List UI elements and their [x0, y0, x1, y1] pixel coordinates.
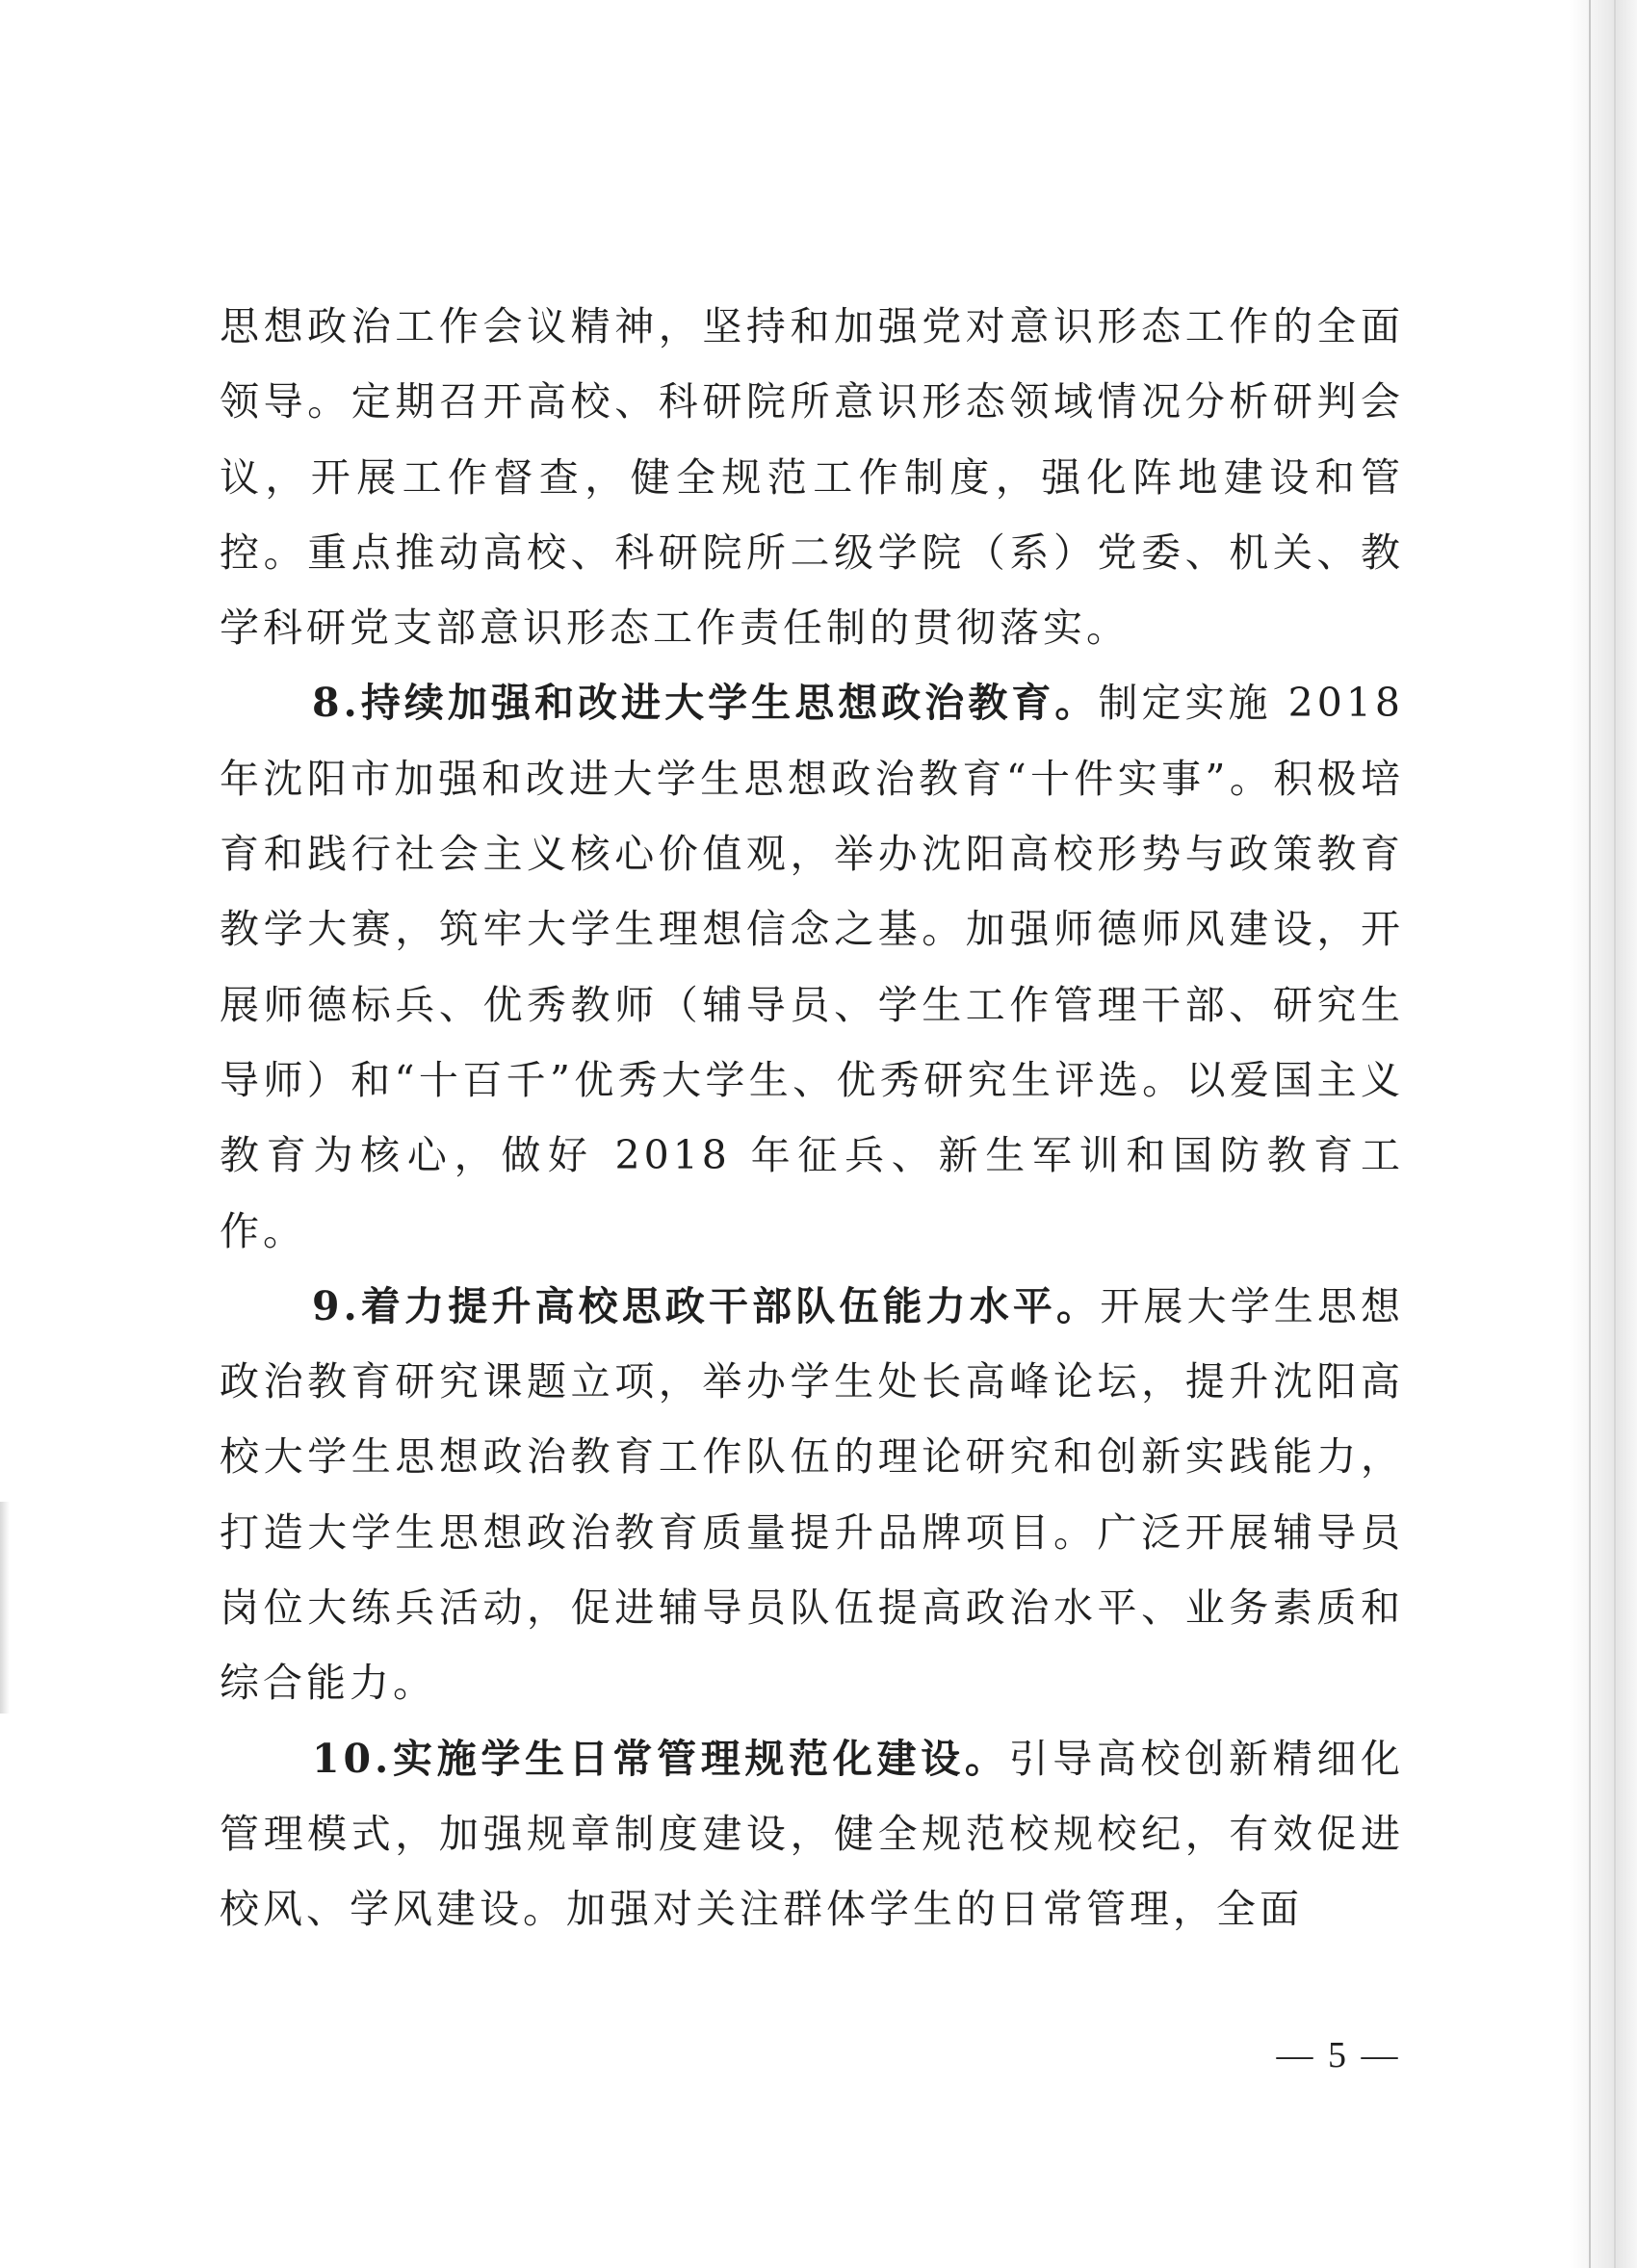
paragraph-heading: 8.持续加强和改进大学生思想政治教育。	[312, 680, 1099, 727]
paragraph-continuation	[220, 289, 1404, 665]
paragraph-text: 引导高校创新精细化管理模式，加强规章制度建设，健全规范校规校纪，有效促进校风、学风建设。加强对关注群体学生的日常管理，全面	[220, 1735, 1405, 1933]
paragraph-text: 制定实施 2018 年沈阳市加强和改进大学生思想政治教育“十件实事”。积极培育和践行社会主义核心价值观，举办沈阳高校形势与政策教育教学大赛，筑牢大学生理想信念之基。加强师德师风建设，开展师德标兵、优秀教师（辅导员、学生工作管理干部、研究生导师）和“十百千”优秀大学生、优秀研究生评选。以爱国主义教育为核心，做好 2018 年征兵、新生军训和国防教育工作。	[220, 680, 1404, 1254]
scan-edge-line	[1614, 0, 1616, 2268]
scan-paper-edge	[1570, 0, 1637, 2268]
paragraph-item-8	[220, 665, 1404, 1268]
page-number: — 5 —	[1276, 2035, 1401, 2075]
body-text	[220, 289, 1404, 1947]
paragraph-heading: 9.着力提升高校思政干部队伍能力水平。	[312, 1282, 1101, 1329]
scan-left-mark	[0, 1502, 10, 1714]
scan-edge-line	[1589, 0, 1591, 2268]
paragraph-item-9	[220, 1269, 1404, 1721]
paragraph-heading: 10.实施学生日常管理规范化建设。	[312, 1735, 1009, 1782]
paragraph-text: 开展大学生思想政治教育研究课题立项，举办学生处长高峰论坛，提升沈阳高校大学生思想政治教育工作队伍的理论研究和创新实践能力，打造大学生思想政治教育质量提升品牌项目。广泛开展辅导员岗位大练兵活动，促进辅导员队伍提高政治水平、业务素质和综合能力。	[220, 1282, 1404, 1707]
paragraph-item-10	[220, 1721, 1404, 1947]
paragraph-text: 思想政治工作会议精神，坚持和加强党对意识形态工作的全面领导。定期召开高校、科研院所意识形态领域情况分析研判会议，开展工作督查，健全规范工作制度，强化阵地建设和管控。重点推动高校、科研院所二级学院（系）党委、机关、教学科研党支部意识形态工作责任制的贯彻落实。	[220, 303, 1404, 652]
